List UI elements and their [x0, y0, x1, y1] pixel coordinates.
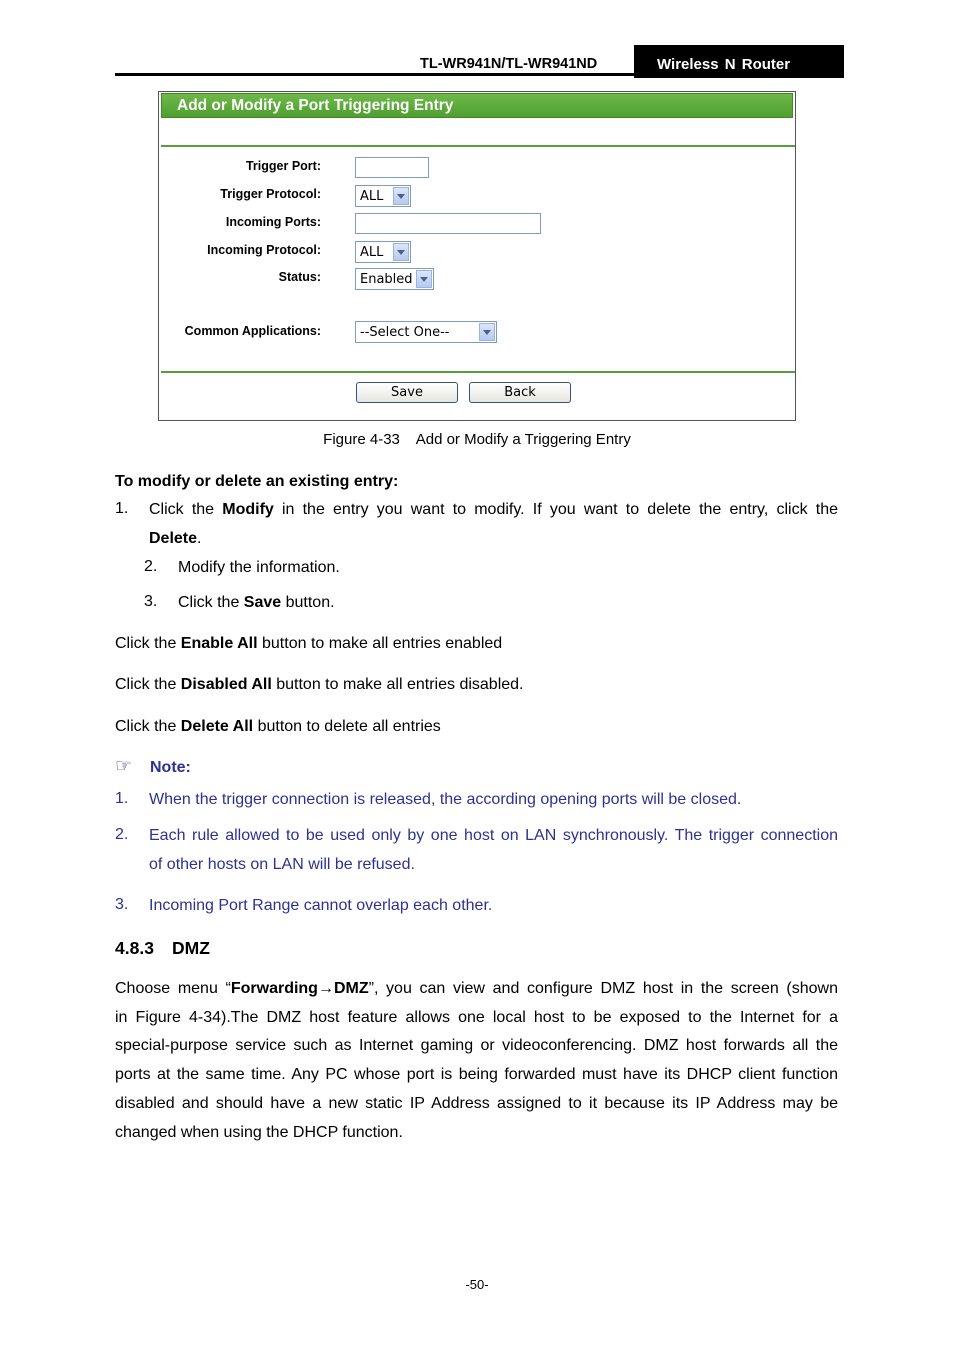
dmz-paragraph-line-6: changed when using the DHCP function.	[115, 1124, 403, 1141]
note-item-3: Incoming Port Range cannot overlap each other.	[149, 897, 493, 914]
step-3-text	[178, 593, 335, 613]
dmz-paragraph-line-2: in Figure 4-34).The DMZ host feature allows one local host to be exposed to the Internet for a	[115, 1009, 838, 1026]
incoming-protocol-label: Incoming Protocol:	[207, 243, 321, 257]
trigger-protocol-value: ALL	[360, 189, 384, 204]
paragraph-bold: Disabled All	[180, 676, 272, 693]
note-number: 2.	[115, 826, 129, 843]
status-select[interactable]	[355, 268, 434, 290]
save-button[interactable]: Save	[356, 382, 458, 403]
chevron-down-icon	[393, 187, 409, 205]
chevron-down-icon	[393, 243, 409, 261]
step-2-text: Modify the information.	[178, 559, 340, 576]
incoming-protocol-select[interactable]	[355, 241, 411, 263]
step-number: 2.	[144, 558, 158, 575]
dmz-paragraph-line-1	[115, 979, 838, 999]
chevron-down-icon	[416, 270, 432, 288]
step-1-text-end: .	[197, 530, 202, 547]
status-label: Status:	[278, 270, 321, 284]
step-number: 3.	[144, 593, 158, 610]
panel-divider-bottom	[161, 371, 795, 373]
step-3-bold: Save	[243, 594, 282, 611]
dmz-text: Choose menu “	[115, 980, 231, 997]
step-1-bold-delete: Delete	[149, 530, 198, 547]
back-button[interactable]: Back	[469, 382, 571, 403]
port-triggering-panel	[158, 91, 796, 421]
common-applications-value: --Select One--	[360, 325, 450, 340]
paragraph-text: Click the	[115, 635, 181, 652]
common-applications-label: Common Applications:	[184, 324, 321, 338]
step-3-pre: Click the	[178, 594, 244, 611]
note-item-1: When the trigger connection is released, the according opening ports will be closed.	[149, 791, 742, 808]
header-product-tag: Wireless N Router	[634, 45, 844, 78]
section-title: DMZ	[172, 938, 210, 958]
note-number: 1.	[115, 790, 129, 807]
dmz-text: ”, you can view and configure DMZ host in the screen (shown	[368, 980, 839, 997]
incoming-ports-input[interactable]	[355, 213, 541, 234]
note-label: Note:	[150, 759, 191, 776]
incoming-protocol-value: ALL	[360, 245, 384, 260]
common-applications-select[interactable]	[355, 321, 497, 343]
chevron-down-icon	[479, 323, 495, 341]
dmz-menu-path: Forwarding→DMZ	[230, 980, 369, 997]
paragraph-bold: Delete All	[180, 718, 254, 735]
section-number: 4.8.3	[115, 938, 154, 958]
dmz-paragraph-line-4: ports at the same time. Any PC whose port is being forwarded must have its DHCP client function	[115, 1066, 838, 1083]
trigger-protocol-select[interactable]	[355, 185, 411, 207]
paragraph-bold: Enable All	[180, 635, 258, 652]
figure-caption: Figure 4-33 Add or Modify a Triggering Entry	[323, 431, 631, 448]
delete-all-paragraph	[115, 717, 441, 737]
pointing-hand-icon: ☞	[115, 756, 133, 777]
trigger-port-label: Trigger Port:	[245, 159, 321, 173]
paragraph-text: button to delete all entries	[253, 718, 441, 735]
header-model: TL-WR941N/TL-WR941ND	[420, 56, 598, 72]
disabled-all-paragraph	[115, 675, 523, 695]
dmz-paragraph-line-3: special-purpose service such as Internet gaming or videoconferencing. DMZ host forwards all the	[115, 1037, 838, 1054]
modify-heading: To modify or delete an existing entry:	[115, 473, 399, 490]
enable-all-paragraph	[115, 634, 502, 654]
step-number: 1.	[115, 500, 129, 517]
trigger-port-input[interactable]	[355, 157, 429, 178]
header-rule	[115, 73, 635, 76]
paragraph-text: button to make all entries disabled.	[271, 676, 524, 693]
paragraph-text: button to make all entries enabled	[257, 635, 503, 652]
panel-title: Add or Modify a Port Triggering Entry	[161, 93, 793, 118]
step-1-line-1	[149, 500, 838, 520]
step-3-post: button.	[281, 594, 335, 611]
step-1-text: Click the	[149, 501, 223, 518]
note-number: 3.	[115, 896, 129, 913]
step-1-line-2	[149, 529, 201, 549]
paragraph-text: Click the	[115, 718, 181, 735]
status-value: Enabled	[360, 272, 413, 287]
step-1-bold-modify: Modify	[222, 501, 274, 518]
incoming-ports-label: Incoming Ports:	[225, 215, 321, 229]
step-1-text-mid: in the entry you want to modify. If you want to delete the entry, click the	[273, 501, 839, 518]
note-item-2-line-2: of other hosts on LAN will be refused.	[149, 856, 415, 873]
paragraph-text: Click the	[115, 676, 181, 693]
dmz-paragraph-line-5: disabled and should have a new static IP Address assigned to it because its IP Address may be	[115, 1095, 838, 1112]
trigger-protocol-label: Trigger Protocol:	[220, 187, 321, 201]
panel-divider-top	[161, 145, 795, 147]
note-item-2-line-1: Each rule allowed to be used only by one host on LAN synchronously. The trigger connection	[149, 827, 838, 844]
page-number: -50-	[465, 1277, 489, 1292]
